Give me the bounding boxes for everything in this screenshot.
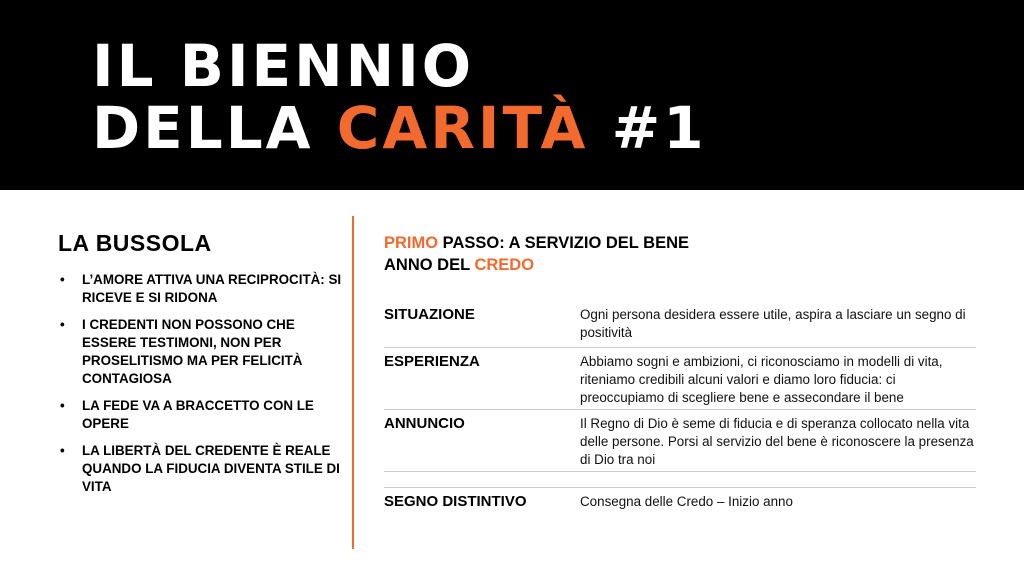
bussola-list	[58, 271, 343, 496]
list-item	[58, 397, 343, 433]
title-line-2-suffix: #1	[588, 94, 707, 162]
list-item-text: LA FEDE VA A BRACCETTO CON LE OPERE	[82, 398, 314, 431]
title-line-1	[92, 32, 475, 100]
title-accent-carita: CARITÀ	[336, 94, 589, 162]
passo-table	[384, 304, 976, 521]
row-label: ESPERIENZA	[384, 353, 480, 370]
passo-section	[384, 232, 976, 510]
title-banner	[0, 0, 1024, 190]
passo-title-line-2	[384, 254, 976, 276]
passo-accent-credo: CREDO	[474, 256, 535, 274]
vertical-divider	[352, 216, 354, 549]
title-line-2-prefix: DELLA	[92, 94, 337, 162]
bussola-title: LA BUSSOLA	[58, 230, 212, 256]
bullet-dot-icon: •	[60, 317, 65, 332]
list-item	[58, 271, 343, 307]
table-spacer-row	[384, 472, 976, 488]
passo-title-line-1	[384, 232, 976, 254]
row-value: Il Regno di Dio è seme di fiducia e di speranza collocato nella vita delle persone. Porsi al servizio del bene è riconoscere la presenza di Dio tra noi	[580, 416, 974, 467]
table-row	[384, 491, 976, 521]
list-item	[58, 316, 343, 388]
passo-line-2-prefix: ANNO DEL	[384, 256, 475, 274]
passo-line-1-rest: PASSO: A SERVIZIO DEL BENE	[438, 234, 690, 252]
row-value: Ogni persona desidera essere utile, aspira a lasciare un segno di positività	[580, 307, 966, 340]
row-label: SEGNO DISTINTIVO	[384, 493, 527, 510]
title-line-2	[92, 94, 707, 162]
list-item-text: LA LIBERTÀ DEL CREDENTE È REALE QUANDO LA FIDUCIA DIVENTA STILE DI VITA	[82, 443, 340, 494]
passo-accent-primo: PRIMO	[384, 234, 439, 252]
title-line-1-text: IL BIENNIO	[92, 32, 475, 100]
row-value: Abbiamo sogni e ambizioni, ci riconosciamo in modelli di vita, riteniamo credibili alcuni valori e diamo loro fiducia: ci preoccupiamo di scegliere bene e assecondare il bene	[580, 354, 943, 405]
bullet-dot-icon: •	[60, 443, 65, 458]
list-item	[58, 442, 343, 496]
bullet-dot-icon: •	[60, 398, 65, 413]
bullet-dot-icon: •	[60, 272, 65, 287]
table-row	[384, 351, 976, 410]
row-label: ANNUNCIO	[384, 415, 465, 432]
list-item-text: I CREDENTI NON POSSONO CHE ESSERE TESTIMONI, NON PER PROSELITISMO MA PER FELICITÀ CONTAGIOSA	[82, 317, 303, 386]
list-item-text: L’AMORE ATTIVA UNA RECIPROCITÀ: SI RICEVE E SI RIDONA	[82, 272, 342, 305]
row-value: Consegna delle Credo – Inizio anno	[580, 494, 793, 509]
row-label: SITUAZIONE	[384, 306, 475, 323]
table-row	[384, 413, 976, 472]
table-row	[384, 304, 976, 348]
bussola-section	[58, 230, 343, 505]
